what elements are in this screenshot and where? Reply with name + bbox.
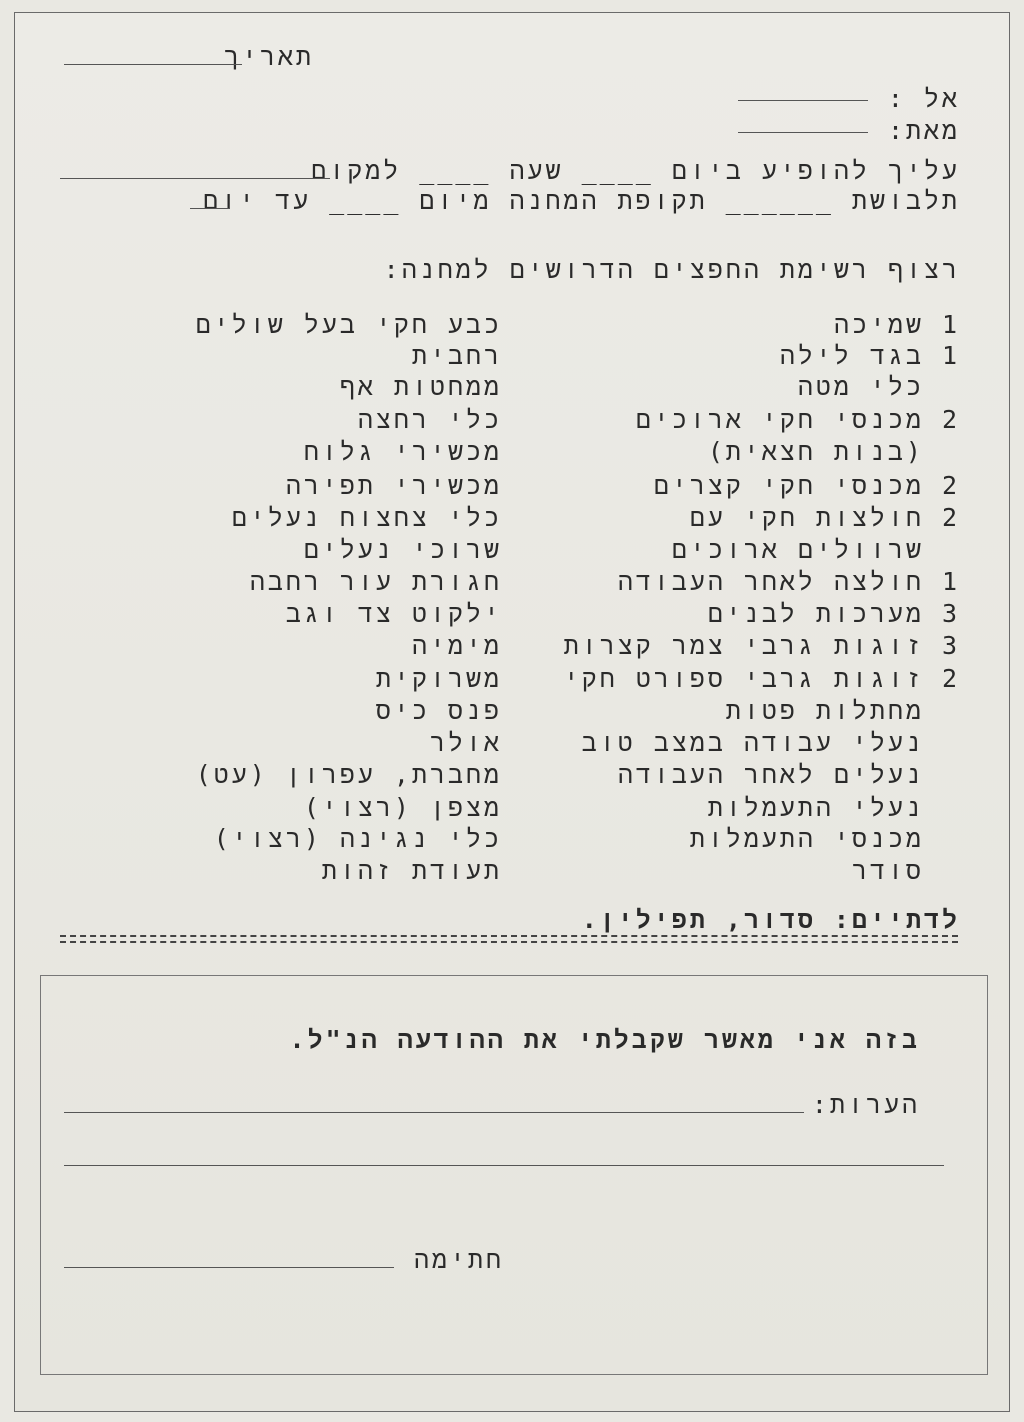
list-item: תעודת זהות (321, 856, 502, 885)
list-item: זוגות גרבי צמר קצרות (563, 631, 924, 660)
list-item: נעלים לאחר העבודה (617, 760, 924, 789)
signature-line[interactable] (64, 1267, 394, 1268)
item-qty: 2 (942, 503, 958, 532)
instructions-line-2: תלבושת ______ תקופת המחנה מיום ____ עד יום (203, 186, 960, 215)
confirmation-text: בזה אני מאשר שקבלתי את ההודעה הנ"ל. (289, 1025, 920, 1054)
list-item: כלי צחצוח נעלים (231, 503, 502, 532)
list-item: אולר (429, 728, 502, 757)
list-item: (בנות חצאית) (707, 437, 924, 466)
from-line[interactable] (738, 132, 868, 133)
list-item: שמיכה (833, 310, 924, 339)
list-title: רצוף רשימת החפצים הדרושים למחנה: (383, 255, 960, 284)
date-line[interactable] (64, 64, 242, 65)
list-item: מערכות לבנים (707, 599, 924, 628)
list-item: סודר (851, 856, 924, 885)
list-item: מכשירי גלוח (303, 437, 502, 466)
item-qty: 2 (942, 664, 958, 693)
list-item: רחבית (411, 341, 502, 370)
list-item: זוגות גרבי ספורט חקי (563, 664, 924, 693)
to-line[interactable] (738, 100, 868, 101)
remarks-line-1[interactable] (64, 1112, 804, 1113)
list-item: נעלי עבודה במצב טוב (581, 728, 924, 757)
item-qty: 3 (942, 631, 958, 660)
list-item: משרוקית (375, 664, 502, 693)
list-item: מימיה (411, 631, 502, 660)
list-item: מכנסי חקי ארוכים (635, 405, 924, 434)
date-label: תאריך (223, 42, 314, 71)
remarks-label: הערות: (811, 1090, 920, 1119)
item-qty: 2 (942, 405, 958, 434)
item-qty: 1 (942, 341, 958, 370)
list-item: מצפן (רצוי) (303, 793, 502, 822)
to-label: אל : (887, 84, 960, 113)
end-date-line[interactable] (190, 208, 230, 209)
item-qty: 1 (942, 567, 958, 596)
separator (60, 935, 958, 949)
list-item: מחתלות פטות (725, 696, 924, 725)
list-item: כבע חקי בעל שולים (195, 310, 502, 339)
list-item: מכנסי התעמלות (689, 824, 924, 853)
signature-label: חתימה (413, 1245, 504, 1274)
list-item: מכשירי תפירה (285, 471, 502, 500)
list-item: חגורת עור רחבה (249, 567, 502, 596)
list-item: כלי נגינה (רצוי) (213, 824, 502, 853)
remarks-line-2[interactable] (64, 1165, 944, 1166)
list-item: שרוולים ארוכים (671, 535, 924, 564)
list-item: כלי מטה (797, 372, 924, 401)
list-item: כלי רחצה (357, 405, 502, 434)
item-qty: 3 (942, 599, 958, 628)
instructions-line-1: עליך להופיע ביום ____ שעה ____ למקום (311, 156, 960, 185)
list-item: מכנסי חקי קצרים (653, 471, 924, 500)
list-item: ממחטות אף (339, 372, 502, 401)
place-line[interactable] (60, 178, 330, 179)
list-item: שרוכי נעלים (303, 535, 502, 564)
list-item: נעלי התעמלות (707, 793, 924, 822)
item-qty: 1 (942, 310, 958, 339)
list-item: מחברת, עפרון (עט) (195, 760, 502, 789)
list-item: ילקוט צד וגב (285, 599, 502, 628)
religious-note: לדתיים: סדור, תפילין. (581, 905, 960, 934)
list-item: פנס כיס (375, 696, 502, 725)
from-label: מאת: (887, 116, 960, 145)
list-item: חולצות חקי עם (689, 503, 924, 532)
item-qty: 2 (942, 471, 958, 500)
list-item: חולצה לאחר העבודה (617, 567, 924, 596)
list-item: בגד לילה (779, 341, 924, 370)
